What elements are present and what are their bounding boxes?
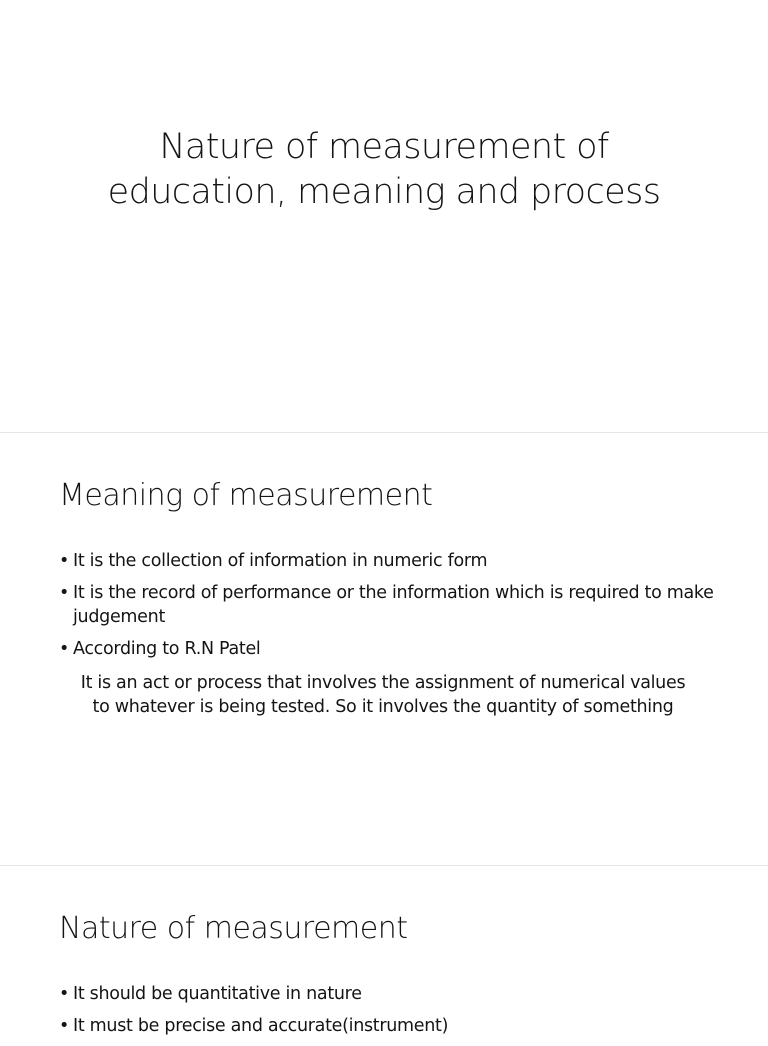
bullet-marker: • [59, 984, 70, 1004]
meaning-slide [0, 433, 768, 863]
bullet-marker: • [59, 583, 70, 603]
bullet-marker: • [59, 551, 70, 571]
title-slide [0, 0, 768, 430]
section-heading: Nature of measurement [59, 911, 408, 946]
bullet-text: It is the collection of information in numeric form [73, 551, 488, 571]
nature-slide [0, 866, 768, 1036]
bullet-item [59, 581, 724, 629]
bullet-text: It is the record of performance or the information which is required to make judgement [73, 583, 714, 627]
bullet-marker: • [59, 639, 70, 659]
bullet-list [59, 549, 724, 669]
bullet-list [59, 982, 724, 1046]
bullet-item [59, 982, 724, 1006]
bullet-item [59, 549, 724, 573]
bullet-marker: • [59, 1016, 70, 1036]
slide-title-line-1: Nature of measurement of [159, 127, 609, 167]
bullet-text: It should be quantitative in nature [73, 984, 362, 1004]
slide-title [0, 125, 768, 215]
bullet-text: It must be precise and accurate(instrument) [73, 1016, 449, 1036]
section-heading: Meaning of measurement [59, 478, 433, 513]
bullet-item [59, 637, 724, 661]
bullet-text: According to R.N Patel [73, 639, 261, 659]
bullet-item [59, 1014, 724, 1038]
definition-quote: It is an act or process that involves the assignment of numerical values to whatever is being tested. So it involves the quantity of something [80, 673, 686, 717]
slide-title-line-2: education, meaning and process [107, 172, 661, 212]
